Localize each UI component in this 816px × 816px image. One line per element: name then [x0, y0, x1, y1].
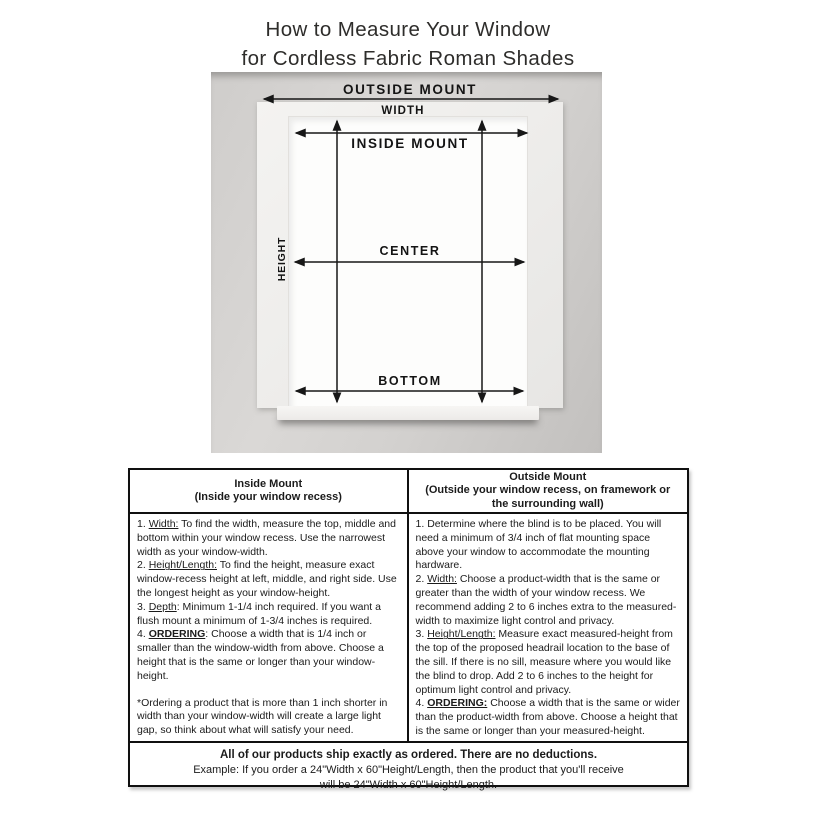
instruction-item: 4. ORDERING: Choose a width that is 1/4 inch or smaller than the window-width from above. Choose a height that is the same or longer than your window-height.: [137, 628, 384, 682]
instruction-item: 1. Width: To find the width, measure the top, middle and bottom within your window recess. Use the narrowest width as your window-width.: [137, 518, 396, 558]
instruction-item: 2. Width: Choose a product-width that is the same or greater than the width of your window recess. We recommend adding 2 to 6 inches extra to the measured-width to maximize light control and privacy.: [415, 573, 677, 627]
title-line-1: How to Measure Your Window: [265, 18, 551, 41]
instruction-item: 3. Depth: Minimum 1-1/4 inch required. If you want a flush mount a minimum of 1-3/4 inches is required.: [137, 600, 381, 627]
inside-mount-label: INSIDE MOUNT: [351, 136, 469, 151]
outside-mount-header-subtitle: (Outside your window recess, on framework or the surrounding wall): [425, 484, 671, 510]
order-example: Example: If you order a 24"Width x 60"Height/Length, then the product that you'll receive will be 24"Width x 60"Height/Length.: [193, 763, 624, 791]
window-photo: [211, 72, 602, 453]
ship-note: All of our products ship exactly as ordered. There are no deductions.: [219, 748, 598, 761]
instruction-item: 3. Height/Length: Measure exact measured-height from the top of the proposed headrail location to the base of the sill. If there is no sill, measure where you would like the blind to drop. Add 2 to 6 inches to the height for optimum light control and privacy.: [415, 628, 673, 696]
table-footer: [130, 741, 687, 794]
outside-mount-header-title: Outside Mount: [509, 470, 587, 483]
outside-mount-label: OUTSIDE MOUNT: [342, 82, 478, 97]
light-gap-footnote: *Ordering a product that is more than 1 inch shorter in width than your window-width will create a large light gap, so think about what will satisfy your need.: [137, 696, 388, 737]
center-label: CENTER: [379, 244, 441, 258]
outside-mount-instructions: [409, 514, 688, 741]
bottom-label: BOTTOM: [378, 374, 442, 388]
instruction-item: 1. Determine where the blind is to be placed. You will need a minimum of 3/4 inch of flat mounting space above your window to accommodate the mounting hardware.: [415, 518, 662, 572]
instruction-item: 4. ORDERING: Choose a width that is the same or wider than the product-width from above. Choose a height that is the same or longer than your measured-height.: [415, 697, 680, 737]
measure-instructions-table: [128, 468, 689, 791]
outside-mount-header: [409, 470, 688, 514]
instruction-item: 2. Height/Length: To find the height, measure exact window-recess height at left, middle, and right side. Use the longest height as your window-height.: [137, 559, 397, 599]
inside-mount-header-subtitle: (Inside your window recess): [194, 491, 342, 503]
page-title: [0, 15, 816, 73]
inside-mount-header-title: Inside Mount: [234, 477, 303, 490]
measurement-arrows: [211, 72, 602, 453]
inside-mount-instructions: [130, 514, 409, 741]
title-line-2: for Cordless Fabric Roman Shades: [241, 47, 575, 70]
inside-mount-header: [130, 470, 409, 514]
width-label: WIDTH: [381, 105, 425, 117]
height-label: HEIGHT: [276, 236, 288, 282]
